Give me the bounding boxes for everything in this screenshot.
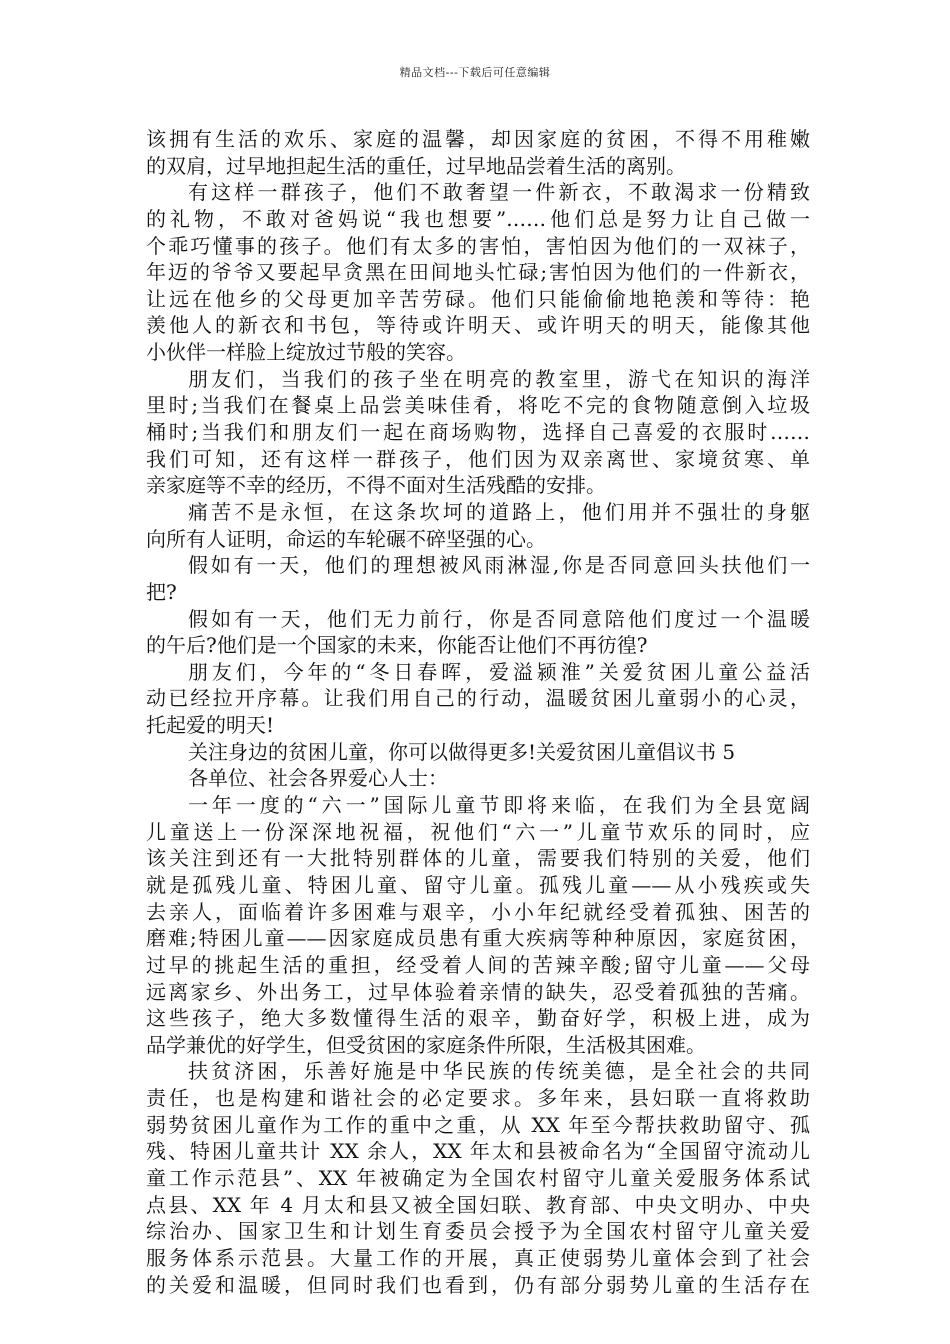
text-line: 痛苦不是永恒，在这条坎坷的道路上，他们用并不强壮的身躯: [188, 499, 810, 524]
text-line: 个乖巧懂事的孩子。他们有太多的害怕，害怕因为他们的一双袜子，: [146, 233, 810, 258]
text-line: 责任，也是构建和谐社会的必定要求。多年来，县妇联一直将救助: [146, 1086, 810, 1111]
text-line: 里时;当我们在餐桌上品尝美味佳肴，将吃不完的食物随意倒入垃圾: [146, 393, 810, 418]
text-line: 动已经拉开序幕。让我们用自己的行动，温暖贫困儿童弱小的心灵，: [146, 686, 810, 711]
text-line: 童工作示范县”、XX 年被确定为全国农村留守儿童关爱服务体系试: [146, 1165, 810, 1190]
text-line: 这些孩子，绝大多数懂得生活的艰辛，勤奋好学，积极上进，成为: [146, 1006, 810, 1031]
text-line: 去亲人，面临着许多困难与艰辛，小小年纪就经受着孤独、困苦的: [146, 899, 810, 924]
text-line: 托起爱的明天!: [146, 713, 275, 738]
text-line: 年迈的爷爷又要起早贪黑在田间地头忙碌;害怕因为他们的一件新衣，: [146, 260, 810, 285]
text-line: 让远在他乡的父母更加辛苦劳碌。他们只能偷偷地艳羡和等待：艳: [146, 286, 810, 311]
text-line: 该拥有生活的欢乐、家庭的温馨，却因家庭的贫困，不得不用稚嫩: [146, 127, 810, 151]
text-line: 远离家乡、外出务工，过早体验着亲情的缺失，忍受着孤独的苦痛。: [146, 979, 810, 1004]
document-body: [146, 126, 810, 1298]
text-line: 过早的挑起生活的重担，经受着人间的苦辣辛酸;留守儿童——父母: [146, 952, 810, 977]
text-line: 桶时;当我们和朋友们一起在商场购物，选择自己喜爱的衣服时……: [146, 420, 810, 445]
text-line: 假如有一天，他们的理想被风雨淋湿,你是否同意回头扶他们一: [188, 553, 810, 578]
text-line: 的关爱和温暖，但同时我们也看到，仍有部分弱势儿童的生活存在: [146, 1272, 810, 1297]
text-line: 该关注到还有一大批特别群体的儿童，需要我们特别的关爱，他们: [146, 846, 810, 871]
text-line: 儿童送上一份深深地祝福，祝他们“六一”儿童节欢乐的同时，应: [146, 819, 810, 844]
text-line: 残、特困儿童共计 XX 余人，XX 年太和县被命名为“全国留守流动儿: [146, 1139, 810, 1164]
text-line: 扶贫济困，乐善好施是中华民族的传统美德，是全社会的共同: [188, 1059, 810, 1084]
text-line: 假如有一天，他们无力前行，你是否同意陪他们度过一个温暖: [188, 606, 810, 631]
page-header: 精品文档---下载后可任意编辑: [399, 66, 551, 79]
text-line: 小伙伴一样脸上绽放过节般的笑容。: [146, 340, 466, 365]
text-line: 亲家庭等不幸的经历，不得不面对生活残酷的安排。: [146, 473, 606, 498]
text-line: 点县、XX 年 4 月太和县又被全国妇联、教育部、中央文明办、中央: [146, 1192, 810, 1217]
text-line: 的双肩，过早地担起生活的重任，过早地品尝着生活的离别。: [146, 153, 686, 178]
text-line: 羡他人的新衣和书包，等待或许明天、或许明天的明天，能像其他: [146, 313, 810, 338]
text-line: 一年一度的“六一”国际儿童节即将来临，在我们为全县宽阔: [188, 793, 810, 818]
text-line: 关注身边的贫困儿童，你可以做得更多!关爱贫困儿童倡议书 5: [188, 739, 736, 764]
text-line: 服务体系示范县。大量工作的开展，真正使弱势儿童体会到了社会: [146, 1245, 810, 1270]
text-line: 弱势贫困儿童作为工作的重中之重，从 XX 年至今帮扶救助留守、孤: [146, 1112, 810, 1137]
text-line: 朋友们，今年的“冬日春晖，爱溢颍淮”关爱贫困儿童公益活: [188, 659, 810, 684]
text-line: 向所有人证明，命运的车轮碾不碎坚强的心。: [146, 526, 546, 551]
text-line: 磨难;特困儿童——因家庭成员患有重大疾病等种种原因，家庭贫困，: [146, 926, 810, 951]
text-line: 我们可知，还有这样一群孩子，他们因为双亲离世、家境贫寒、单: [146, 446, 810, 471]
text-line: 把?: [146, 579, 177, 604]
text-line: 的午后?他们是一个国家的未来，你能否让他们不再彷徨?: [146, 633, 648, 658]
text-line: 有这样一群孩子，他们不敢奢望一件新衣，不敢渴求一份精致: [188, 180, 810, 205]
text-line: 就是孤残儿童、特困儿童、留守儿童。孤残儿童——从小残疾或失: [146, 872, 810, 897]
text-line: 各单位、社会各界爱心人士：: [188, 766, 448, 791]
text-line: 品学兼优的好学生，但受贫困的家庭条件所限，生活极其困难。: [146, 1032, 706, 1057]
text-line: 的礼物，不敢对爸妈说“我也想要”……他们总是努力让自己做一: [146, 206, 810, 231]
text-line: 综治办、国家卫生和计划生育委员会授予为全国农村留守儿童关爱: [146, 1219, 810, 1244]
text-line: 朋友们，当我们的孩子坐在明亮的教室里，游弋在知识的海洋: [188, 366, 810, 391]
